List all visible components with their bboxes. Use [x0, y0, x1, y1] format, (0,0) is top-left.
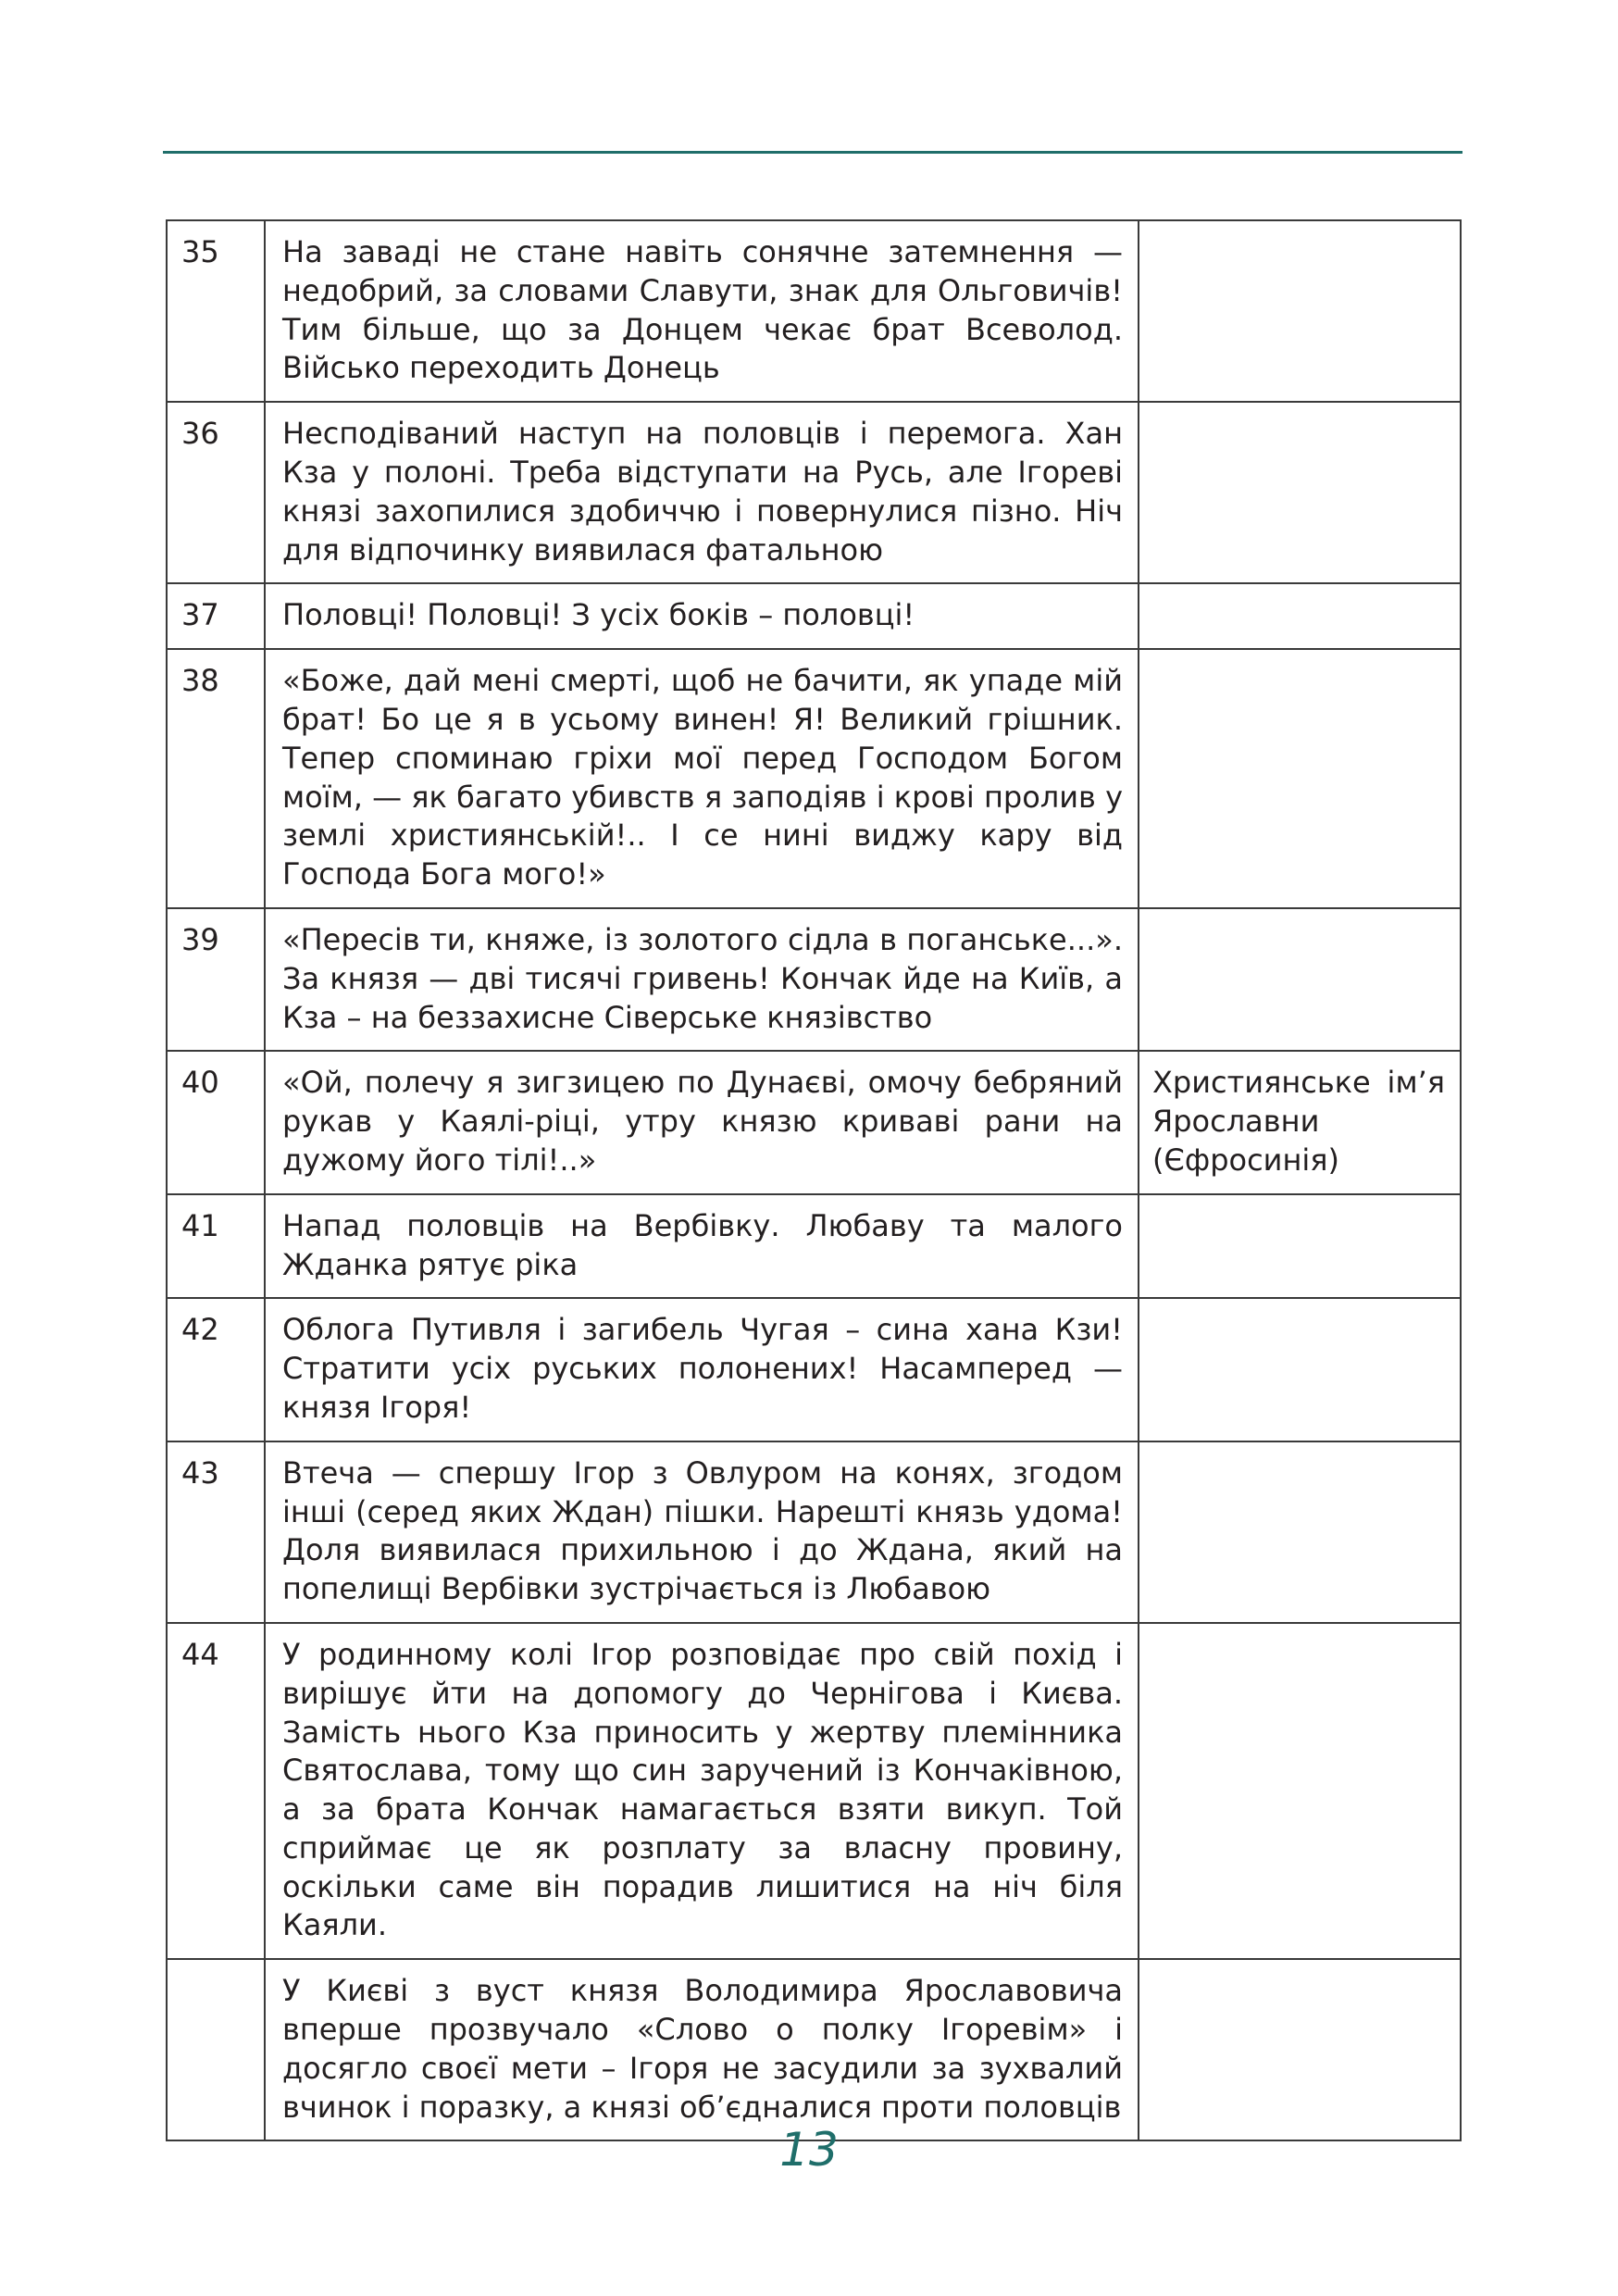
row-note — [1139, 583, 1461, 649]
table-row — [167, 220, 1461, 402]
header-rule — [163, 151, 1462, 154]
row-number: 40 — [167, 1051, 265, 1193]
row-number: 35 — [167, 220, 265, 402]
row-number: 37 — [167, 583, 265, 649]
row-number: 39 — [167, 908, 265, 1051]
row-number: 36 — [167, 402, 265, 583]
row-number: 43 — [167, 1441, 265, 1623]
table-row — [167, 1051, 1461, 1193]
row-note — [1139, 649, 1461, 908]
row-number: 42 — [167, 1298, 265, 1441]
row-text: Напад половців на Вербівку. Любаву та малого Жданка рятує ріка — [265, 1194, 1139, 1299]
table-row — [167, 402, 1461, 583]
row-number: 38 — [167, 649, 265, 908]
row-text: Несподіваний наступ на половців і перемога. Хан Кза у полоні. Треба відступати на Русь, але Ігореві князі захопилися здобиччю і повернулися пізно. Ніч для відпочинку виявилася фатальною — [265, 402, 1139, 583]
row-note — [1139, 402, 1461, 583]
row-note — [1139, 908, 1461, 1051]
row-note — [1139, 1194, 1461, 1299]
table-row — [167, 1194, 1461, 1299]
row-number: 41 — [167, 1194, 265, 1299]
row-text: На заваді не стане навіть сонячне затемнення — недобрий, за словами Славути, знак для Ольговичів! Тим більше, що за Донцем чекає брат Всеволод. Військо переходить Донець — [265, 220, 1139, 402]
row-text: Облога Путивля і загибель Чугая – сина хана Кзи! Стратити усіх руських полонених! Насамперед — князя Ігоря! — [265, 1298, 1139, 1441]
table-row — [167, 1959, 1461, 2140]
row-number — [167, 1959, 265, 2140]
row-text: Половці! Половці! З усіх боків – половці! — [265, 583, 1139, 649]
row-note — [1139, 1959, 1461, 2140]
row-text: Втеча — спершу Ігор з Овлуром на конях, згодом інші (серед яких Ждан) пішки. Нарешті князь удома! Доля виявилася прихильною і до Ждана, який на попелищі Вербівки зустрічається із Любавою — [265, 1441, 1139, 1623]
row-text: У Києві з вуст князя Володимира Ярославовича вперше прозвучало «Слово о полку Ігоревім» і досягло своєї мети – Ігоря не засудили за зухвалий вчинок і поразку, а князі об’єдналися проти половців — [265, 1959, 1139, 2140]
row-note — [1139, 1623, 1461, 1959]
table-row — [167, 583, 1461, 649]
table-row — [167, 1441, 1461, 1623]
row-note — [1139, 1441, 1461, 1623]
row-number: 44 — [167, 1623, 265, 1959]
plot-outline-table — [166, 219, 1462, 2141]
table-row — [167, 649, 1461, 908]
row-note — [1139, 220, 1461, 402]
row-note — [1139, 1298, 1461, 1441]
row-text: У родинному колі Ігор розповідає про свій похід і вирішує йти на допомогу до Чернігова і Києва. Замість нього Кза приносить у жертву племінника Святослава, тому що син заручений із Кончаківною, а за брата Кончак намагається взяти викуп. Той сприймає це як розплату за власну провину, оскільки саме він порадив лишитися на ніч біля Каяли. — [265, 1623, 1139, 1959]
row-note: Християнське ім’я Ярославни (Єфросинія) — [1139, 1051, 1461, 1193]
row-text: «Ой, полечу я зигзицею по Дунаєві, омочу бебряний рукав у Каялі-ріці, утру князю криваві рани на дужому його тілі!..» — [265, 1051, 1139, 1193]
table-row — [167, 1623, 1461, 1959]
table-row — [167, 1298, 1461, 1441]
row-text: «Боже, дай мені смерті, щоб не бачити, як упаде мій брат! Бо це я в усьому винен! Я! Великий грішник. Тепер споминаю гріхи мої перед Господом Богом моїм, — як багато убивств я заподіяв і крові пролив у землі християнській!.. І се нині виджу кару від Господа Бога мого!» — [265, 649, 1139, 908]
row-text: «Пересів ти, княже, із золотого сідла в поганське...». За князя — дві тисячі гривень! Кончак йде на Київ, а Кза – на беззахисне Сіверське князівство — [265, 908, 1139, 1051]
table-row — [167, 908, 1461, 1051]
page-number: 13 — [779, 2123, 839, 2177]
